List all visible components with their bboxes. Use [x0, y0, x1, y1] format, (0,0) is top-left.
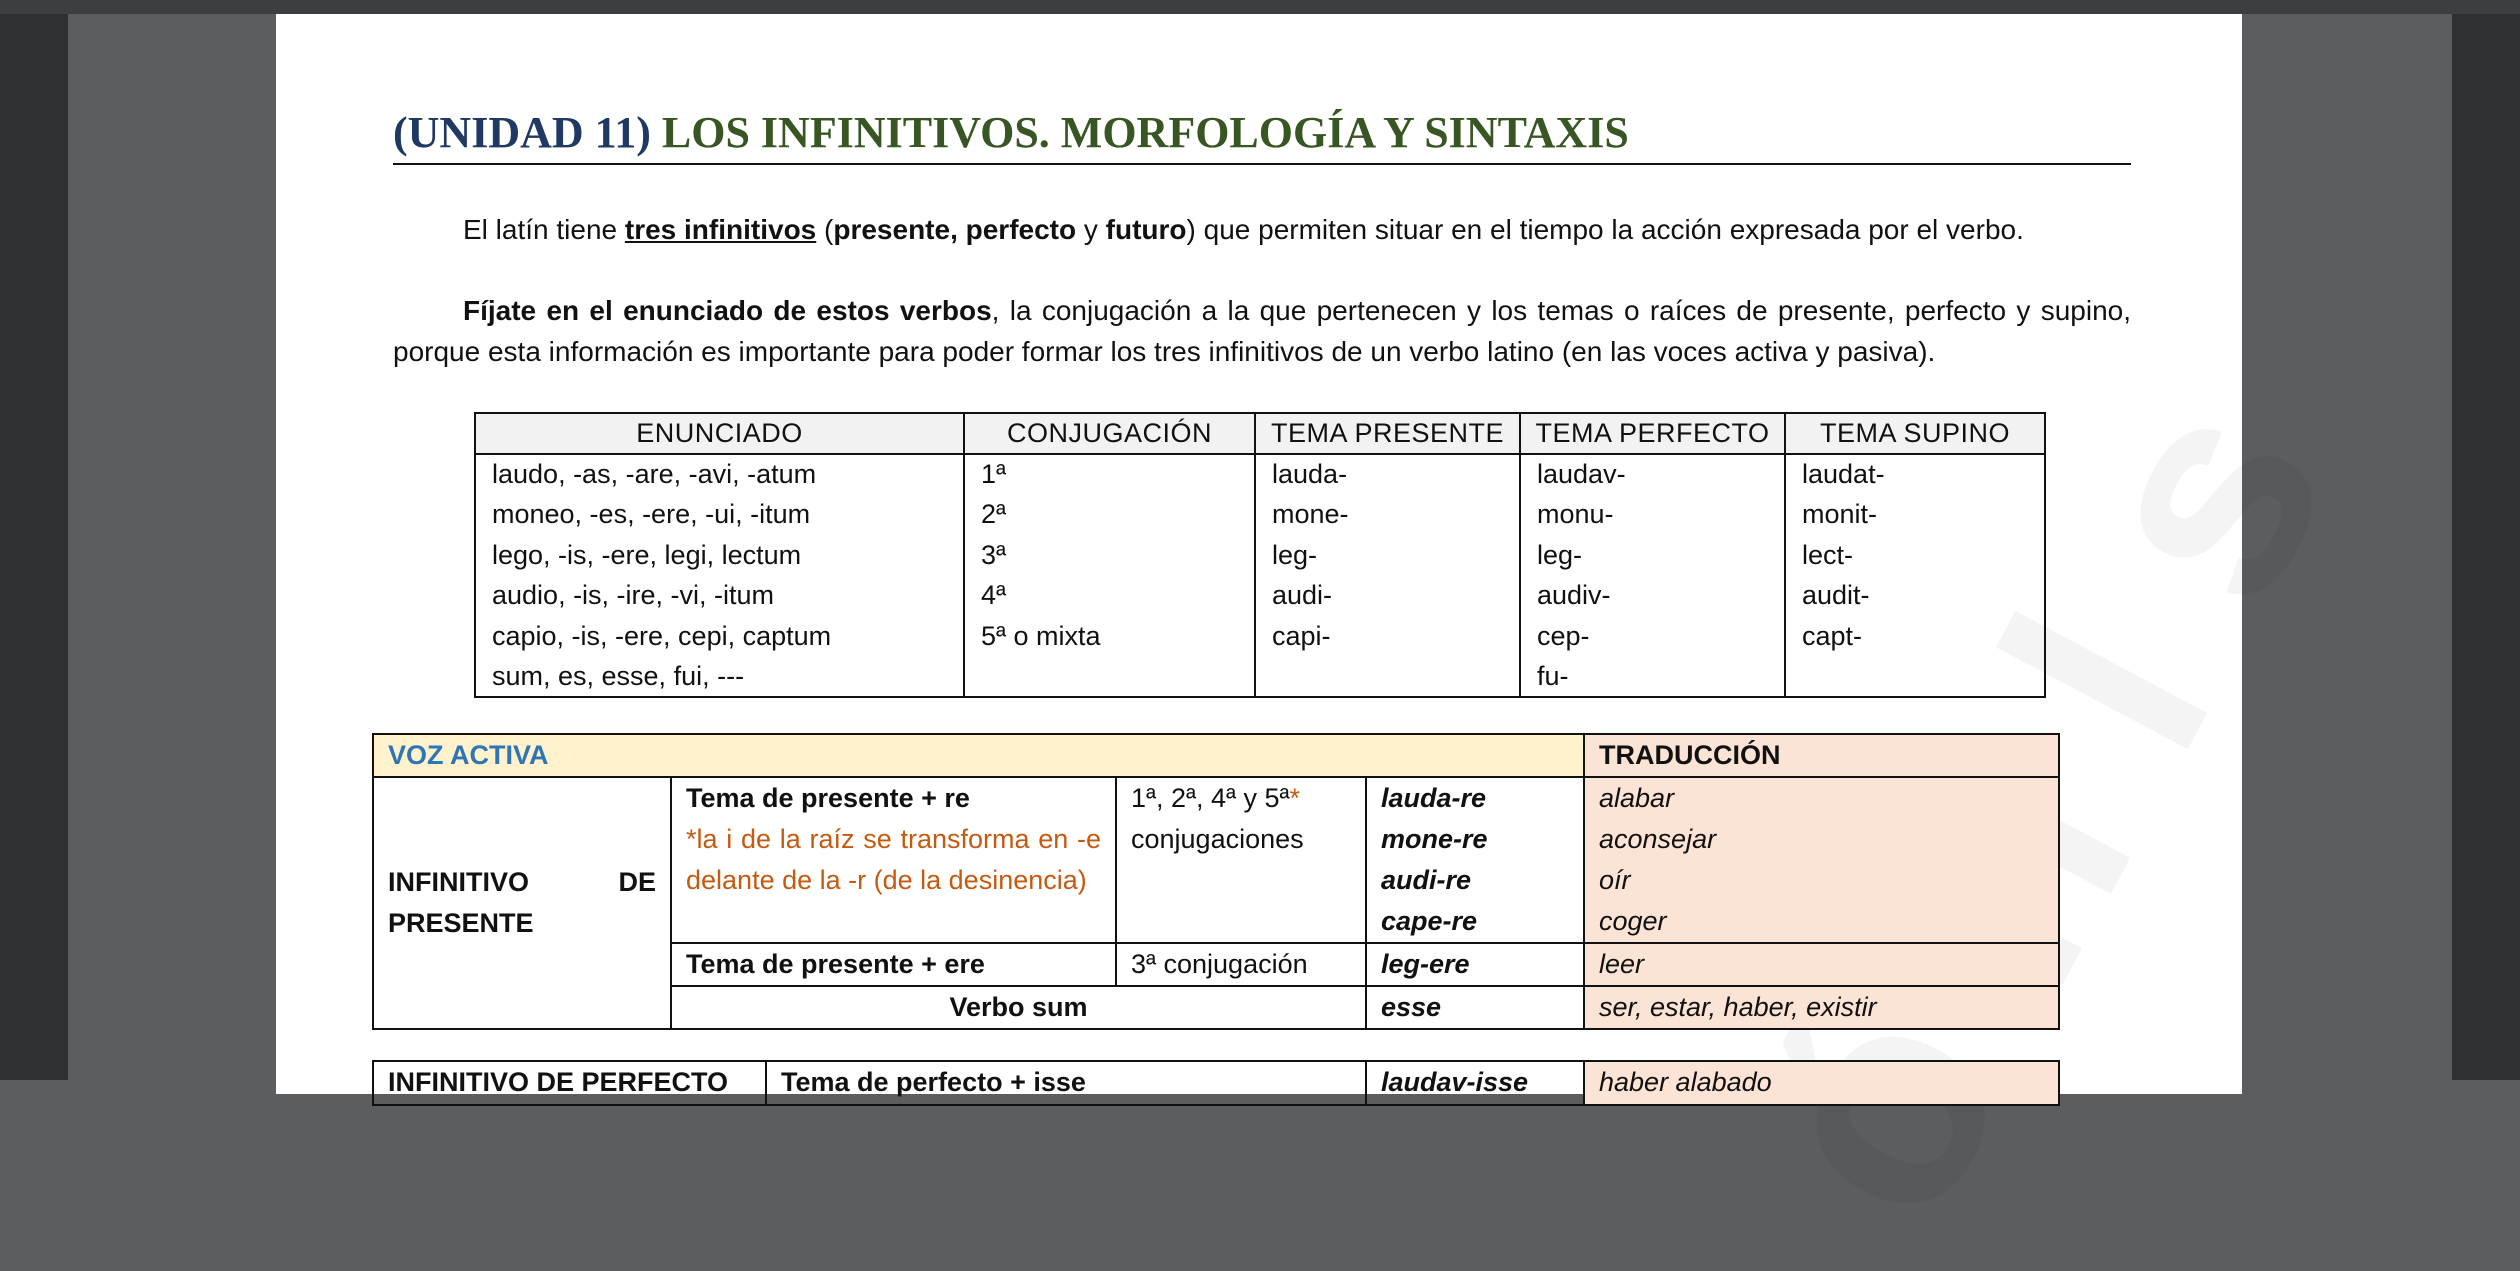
table-cell [1255, 657, 1520, 698]
table-cell: lego, -is, -ere, legi, lectum [475, 535, 964, 576]
form-cell: esse [1366, 986, 1584, 1029]
emphasis-fijate: Fíjate en el enunciado de estos verbos [463, 295, 992, 326]
page-heading [393, 107, 2131, 165]
table-cell: leg- [1520, 535, 1785, 576]
traduccion-cell: alabar aconsejar oír coger [1584, 777, 2059, 943]
voz-activa-table [372, 733, 2060, 1030]
table-cell: laudo, -as, -are, -avi, -atum [475, 454, 964, 495]
traduccion-cell: ser, estar, haber, existir [1584, 986, 2059, 1029]
rule-note: *la i de la raíz se transforma en -e delante de la -r (de la desinencia) [686, 824, 1101, 895]
column-header: TEMA PRESENTE [1255, 413, 1520, 454]
voz-activa-header: VOZ ACTIVA [373, 734, 1584, 777]
form-cell: laudav-isse [1366, 1061, 1584, 1105]
table-cell: 4ª [964, 576, 1255, 617]
table-cell: 5ª o mixta [964, 616, 1255, 657]
traduccion-cell: haber alabado [1584, 1061, 2059, 1105]
table-row [475, 495, 2045, 536]
intro-paragraph-2: Fíjate en el enunciado de estos verbos, la conjugación a la que pertenecen y los temas o raíces de presente, perfecto y supino, porque esta información es importante para poder formar los tres infinitivos de un verbo latino (en las voces activa y pasiva). [393, 295, 2131, 367]
table-cell: laudav- [1520, 454, 1785, 495]
traduccion-header: TRADUCCIÓN [1584, 734, 2059, 777]
table-cell: leg- [1255, 535, 1520, 576]
table-cell: capt- [1785, 616, 2045, 657]
verbs-table [474, 412, 2046, 698]
table-cell: sum, es, esse, fui, --- [475, 657, 964, 698]
rule-verbo-sum: Verbo sum [671, 986, 1366, 1029]
intro-paragraph-1: El latín tiene tres infinitivos (presente, perfecto y futuro) que permiten situar en el tiempo la acción expresada por el verbo. [463, 214, 2024, 245]
table-cell: lect- [1785, 535, 2045, 576]
table-cell: mone- [1255, 495, 1520, 536]
emphasis-tres-infinitivos: tres infinitivos [624, 214, 817, 245]
column-header: CONJUGACIÓN [964, 413, 1255, 454]
infinitivo-perfecto-label: INFINITIVO DE PERFECTO [373, 1061, 766, 1105]
table-row [475, 657, 2045, 698]
table-cell: capio, -is, -ere, cepi, captum [475, 616, 964, 657]
table-cell: 3ª [964, 535, 1255, 576]
table-cell [1785, 657, 2045, 698]
table-row [475, 454, 2045, 495]
table-row [373, 777, 2059, 943]
unit-label: (UNIDAD 11) [393, 108, 651, 157]
viewer-right-margin [2452, 14, 2520, 1080]
voz-activa-header-row [373, 734, 2059, 777]
rule-perfecto-isse: Tema de perfecto + isse [766, 1061, 1366, 1105]
page-title: LOS INFINITIVOS. MORFOLOGÍA Y SINTAXIS [661, 108, 1629, 157]
infinitivo-perfecto-table [372, 1060, 2060, 1106]
column-header: TEMA SUPINO [1785, 413, 2045, 454]
rule-presente-re: Tema de presente + re *la i de la raíz se transforma en -e delante de la -r (de la desinencia) [671, 777, 1116, 943]
viewer-left-margin [0, 14, 68, 1080]
table-cell: moneo, -es, -ere, -ui, -itum [475, 495, 964, 536]
table-row [475, 535, 2045, 576]
table-cell: laudat- [1785, 454, 2045, 495]
table-cell: monu- [1520, 495, 1785, 536]
forms-cell: lauda-re mone-re audi-re cape-re [1366, 777, 1584, 943]
table-row [475, 616, 2045, 657]
infinitivo-presente-label: INFINITIVO DE PRESENTE [373, 777, 671, 1029]
table-cell: audi- [1255, 576, 1520, 617]
column-header: TEMA PERFECTO [1520, 413, 1785, 454]
rule-conjugacion-3: 3ª conjugación [1116, 943, 1366, 986]
table-row [475, 576, 2045, 617]
table-cell: cep- [1520, 616, 1785, 657]
table-cell: lauda- [1255, 454, 1520, 495]
table-cell: monit- [1785, 495, 2045, 536]
table-row [373, 1061, 2059, 1105]
document-page [276, 14, 2242, 1097]
table-cell: 2ª [964, 495, 1255, 536]
viewer-top-bar [0, 0, 2520, 14]
table-cell: fu- [1520, 657, 1785, 698]
verbs-table-header [475, 413, 2045, 454]
rule-conjugaciones: 1ª, 2ª, 4ª y 5ª* conjugaciones [1116, 777, 1366, 943]
rule-presente-ere: Tema de presente + ere [671, 943, 1116, 986]
form-cell: leg-ere [1366, 943, 1584, 986]
table-cell [964, 657, 1255, 698]
table-cell: audit- [1785, 576, 2045, 617]
table-cell: 1ª [964, 454, 1255, 495]
traduccion-cell: leer [1584, 943, 2059, 986]
table-cell: capi- [1255, 616, 1520, 657]
table-cell: audio, -is, -ire, -vi, -itum [475, 576, 964, 617]
table-cell: audiv- [1520, 576, 1785, 617]
column-header: ENUNCIADO [475, 413, 964, 454]
